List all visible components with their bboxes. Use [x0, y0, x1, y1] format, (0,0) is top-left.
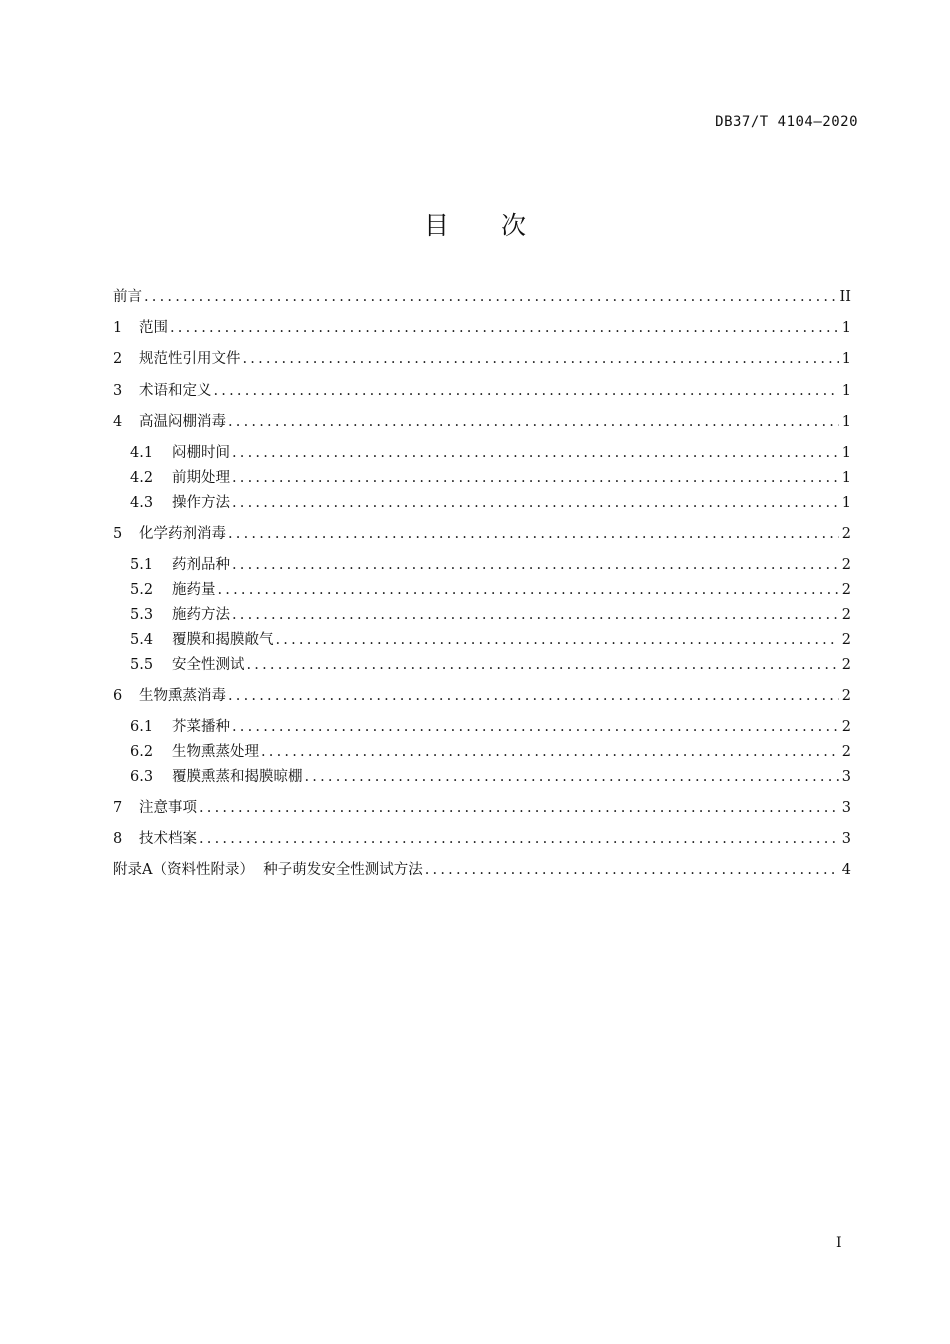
toc-entry-page: 3 — [841, 831, 851, 847]
toc-entry-4-3[interactable] — [113, 493, 851, 513]
toc-entry-page: 2 — [841, 607, 851, 623]
page-number: I — [836, 1235, 842, 1251]
standard-code: DB37/T 4104—2020 — [715, 114, 858, 130]
toc-entry-5-2[interactable] — [113, 580, 851, 600]
toc-entry-number: 4.1 — [130, 445, 154, 461]
toc-leader-dots — [305, 767, 840, 787]
toc-leader-dots — [214, 381, 840, 401]
toc-entry-5-4[interactable] — [113, 630, 851, 650]
toc-entry-number: 6.2 — [130, 744, 154, 760]
toc-entry-page: 3 — [841, 769, 851, 785]
toc-leader-dots — [243, 349, 840, 369]
toc-leader-dots — [232, 605, 839, 625]
toc-entry-page: 3 — [841, 800, 851, 816]
toc-entry-appendix-a[interactable] — [113, 860, 851, 880]
toc-leader-dots — [232, 468, 839, 488]
toc-entry-label: 生物熏蒸消毒 — [139, 688, 226, 704]
toc-leader-dots — [170, 318, 839, 338]
toc-leader-dots — [425, 860, 839, 880]
toc-entry-number: 5.5 — [130, 657, 154, 673]
toc-entry-page: 2 — [841, 632, 851, 648]
toc-entry-5-3[interactable] — [113, 605, 851, 625]
toc-leader-dots — [232, 717, 839, 737]
toc-entry-number: 7 — [113, 800, 123, 816]
toc-entry-label: 化学药剂消毒 — [139, 526, 226, 542]
toc-entry-page: 1 — [841, 470, 851, 486]
toc-entry-page: 1 — [841, 351, 851, 367]
toc-entry-page: 2 — [841, 688, 851, 704]
page-title: 目 次 — [424, 211, 548, 240]
toc-leader-dots — [247, 655, 840, 675]
toc-leader-dots — [228, 524, 839, 544]
toc-entry-number: 5.2 — [130, 582, 154, 598]
toc-entry-label: 闷棚时间 — [172, 445, 230, 461]
toc-entry-label: 药剂品种 — [172, 557, 230, 573]
toc-entry-page: 1 — [841, 320, 851, 336]
toc-entry-page: 2 — [841, 582, 851, 598]
toc-entry-6-1[interactable] — [113, 717, 851, 737]
toc-entry-page: 1 — [841, 495, 851, 511]
toc-entry-label: 高温闷棚消毒 — [139, 414, 226, 430]
toc-entry-5[interactable] — [113, 524, 851, 544]
toc-entry-label: 芥菜播种 — [172, 719, 230, 735]
toc-entry-3[interactable] — [113, 381, 851, 401]
toc-entry-label: 覆膜熏蒸和揭膜晾棚 — [172, 769, 303, 785]
toc-entry-6-3[interactable] — [113, 767, 851, 787]
toc-leader-dots — [199, 829, 839, 849]
toc-entry-2[interactable] — [113, 349, 851, 369]
toc-entry-page: II — [839, 289, 851, 305]
toc-entry-label: 生物熏蒸处理 — [172, 744, 259, 760]
toc-entry-label: 施药方法 — [172, 607, 230, 623]
toc-leader-dots — [228, 412, 839, 432]
toc-entry-page: 2 — [841, 719, 851, 735]
toc-entry-label: 技术档案 — [139, 831, 197, 847]
toc-leader-dots — [218, 580, 840, 600]
toc-entry-page: 2 — [841, 744, 851, 760]
toc-leader-dots — [199, 798, 839, 818]
toc-entry-label: 前期处理 — [172, 470, 230, 486]
toc-entry-7[interactable] — [113, 798, 851, 818]
toc-entry-number: 2 — [113, 351, 123, 367]
toc-entry-number: 6 — [113, 688, 123, 704]
toc-entry-page: 1 — [841, 414, 851, 430]
toc-entry-label: 施药量 — [172, 582, 216, 598]
toc-entry-page: 2 — [841, 526, 851, 542]
toc-entry-number: 5.1 — [130, 557, 154, 573]
toc-entry-page: 1 — [841, 445, 851, 461]
toc-entry-1[interactable] — [113, 318, 851, 338]
toc-leader-dots — [232, 493, 839, 513]
toc-entry-number: 4 — [113, 414, 123, 430]
toc-entry-number: 4.2 — [130, 470, 154, 486]
toc-entry-number: 8 — [113, 831, 123, 847]
toc-entry-number: 6.1 — [130, 719, 154, 735]
toc-entry-label: 范围 — [139, 320, 168, 336]
toc-entry-number: 5.3 — [130, 607, 154, 623]
toc-leader-dots — [228, 686, 839, 706]
toc-entry-page: 4 — [841, 862, 851, 878]
toc-entry-4-1[interactable] — [113, 443, 851, 463]
toc-entry-6-2[interactable] — [113, 742, 851, 762]
toc-leader-dots — [232, 443, 839, 463]
toc-entry-label: 前言 — [113, 289, 142, 305]
toc-entry-number: 5 — [113, 526, 123, 542]
toc-entry-number: 4.3 — [130, 495, 154, 511]
toc-entry-4[interactable] — [113, 412, 851, 432]
toc-entry-number: 6.3 — [130, 769, 154, 785]
toc-leader-dots — [144, 287, 838, 307]
toc-entry-label: 注意事项 — [139, 800, 197, 816]
toc-entry-6[interactable] — [113, 686, 851, 706]
toc-leader-dots — [276, 630, 840, 650]
toc-entry-label: 附录A（资料性附录） 种子萌发安全性测试方法 — [113, 862, 423, 878]
toc-entry-4-2[interactable] — [113, 468, 851, 488]
toc-entry-page: 2 — [841, 557, 851, 573]
toc-entry-foreword[interactable] — [113, 287, 851, 307]
toc-entry-number: 3 — [113, 383, 123, 399]
toc-leader-dots — [261, 742, 839, 762]
toc-entry-5-5[interactable] — [113, 655, 851, 675]
toc-entry-page: 1 — [841, 383, 851, 399]
toc-entry-label: 覆膜和揭膜敞气 — [172, 632, 274, 648]
toc-entry-8[interactable] — [113, 829, 851, 849]
toc-leader-dots — [232, 555, 839, 575]
toc-entry-label: 安全性测试 — [172, 657, 245, 673]
toc-entry-label: 操作方法 — [172, 495, 230, 511]
toc-entry-number: 5.4 — [130, 632, 154, 648]
toc-entry-number: 1 — [113, 320, 123, 336]
toc-entry-5-1[interactable] — [113, 555, 851, 575]
toc-entry-label: 术语和定义 — [139, 383, 212, 399]
toc-entry-page: 2 — [841, 657, 851, 673]
toc-entry-label: 规范性引用文件 — [139, 351, 241, 367]
